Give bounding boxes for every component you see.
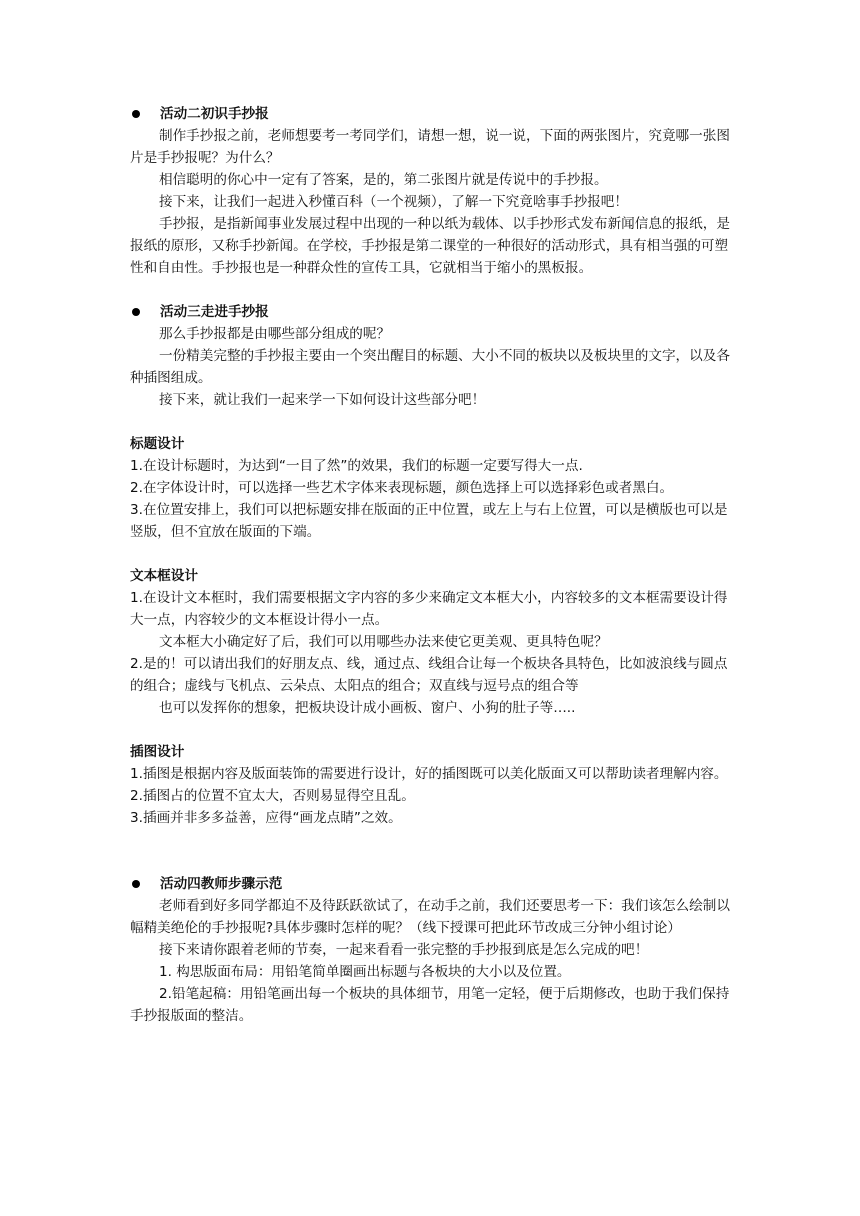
paragraph: 一份精美完整的手抄报主要由一个突出醒目的标题、大小不同的板块以及板块里的文字，以及各种插图组成。 — [130, 348, 730, 386]
paragraph: 接下来，就让我们一起来学一下如何设计这些部分吧！ — [159, 392, 486, 408]
paragraph: 接下来，让我们一起进入秒懂百科（一个视频），了解一下究竟啥事手抄报吧！ — [159, 194, 628, 210]
paragraph: 也可以发挥你的想象，把板块设计成小画板、窗户、小狗的肚子等….. — [159, 700, 576, 716]
activity3-heading — [130, 301, 736, 323]
list-item: 1.插图是根据内容及版面装饰的需要进行设计，好的插图既可以美化版面又可以帮助读者理解内容。 — [130, 766, 728, 782]
list-item: 1.在设计标题时，为达到“一目了然”的效果，我们的标题一定要写得大一点. — [130, 458, 583, 474]
spacer — [130, 411, 736, 433]
activity3-paragraphs — [130, 323, 736, 411]
list-item: 2.铅笔起稿：用铅笔画出每一个板块的具体细节，用笔一定轻，便于后期修改，也助于我们保持手抄报版面的整洁。 — [130, 986, 730, 1024]
activity2-heading — [130, 103, 736, 125]
spacer — [130, 719, 736, 741]
spacer — [130, 279, 736, 301]
paragraph: 文本框大小确定好了后，我们可以用哪些办法来使它更美观、更具特色呢？ — [159, 634, 608, 650]
document-body — [130, 103, 736, 1027]
list-item: 2.是的！可以请出我们的好朋友点、线，通过点、线组合让每一个板块各具特色，比如波浪线与圆点的组合；虚线与飞机点、云朵点、太阳点的组合；双直线与逗号点的组合等 — [130, 656, 728, 694]
illustration-design-list — [130, 763, 736, 829]
paragraph: 手抄报，是指新闻事业发展过程中出现的一种以纸为载体、以手抄形式发布新闻信息的报纸，是报纸的原形，又称手抄新闻。在学校，手抄报是第二课堂的一种很好的活动形式，具有相当强的可塑性和自由性。手抄报也是一种群众性的宣传工具，它就相当于缩小的黑板报。 — [130, 216, 730, 276]
activity4-paragraphs — [130, 895, 736, 1027]
paragraph: 制作手抄报之前，老师想要考一考同学们，请想一想，说一说，下面的两张图片，究竟哪一张图片是手抄报呢？为什么？ — [130, 128, 730, 166]
activity3-title: 活动三走进手抄报 — [160, 304, 269, 320]
activity2-paragraphs — [130, 125, 736, 279]
list-item: 1.在设计文本框时，我们需要根据文字内容的多少来确定文本框大小，内容较多的文本框需要设计得大一点，内容较少的文本框设计得小一点。 — [130, 590, 728, 628]
paragraph: 接下来请你跟着老师的节奏，一起来看看一张完整的手抄报到底是怎么完成的吧！ — [159, 942, 649, 958]
illustration-design-heading: 插图设计 — [130, 744, 185, 760]
activity4-heading — [130, 873, 736, 895]
spacer — [130, 829, 736, 873]
bullet-icon — [132, 110, 140, 118]
paragraph: 相信聪明的你心中一定有了答案，是的，第二张图片就是传说中的手抄报。 — [159, 172, 608, 188]
paragraph: 老师看到好多同学都迫不及待跃跃欲试了，在动手之前，我们还要思考一下：我们该怎么绘制以幅精美绝伦的手抄报呢?具体步骤时怎样的呢？（线下授课可把此环节改成三分钟小组讨论） — [130, 898, 730, 936]
activity4-title: 活动四教师步骤示范 — [160, 876, 283, 892]
textbox-design-list — [130, 587, 736, 719]
textbox-design-heading: 文本框设计 — [130, 568, 198, 584]
title-design-list — [130, 455, 736, 543]
list-item: 2.在字体设计时，可以选择一些艺术字体来表现标题，颜色选择上可以选择彩色或者黑白。 — [130, 480, 674, 496]
list-item: 3.插画并非多多益善，应得“画龙点睛”之效。 — [130, 810, 402, 826]
list-item: 3.在位置安排上，我们可以把标题安排在版面的正中位置，或左上与右上位置，可以是横版也可以是竖版，但不宜放在版面的下端。 — [130, 502, 728, 540]
paragraph: 那么手抄报都是由哪些部分组成的呢？ — [159, 326, 391, 342]
list-item: 2.插图占的位置不宜太大，否则易显得空且乱。 — [130, 788, 415, 804]
bullet-icon — [132, 880, 140, 888]
bullet-icon — [132, 308, 140, 316]
title-design-heading: 标题设计 — [130, 436, 185, 452]
spacer — [130, 543, 736, 565]
activity2-title: 活动二初识手抄报 — [160, 106, 269, 122]
list-item: 1. 构思版面布局：用铅笔简单圈画出标题与各板块的大小以及位置。 — [159, 964, 571, 980]
